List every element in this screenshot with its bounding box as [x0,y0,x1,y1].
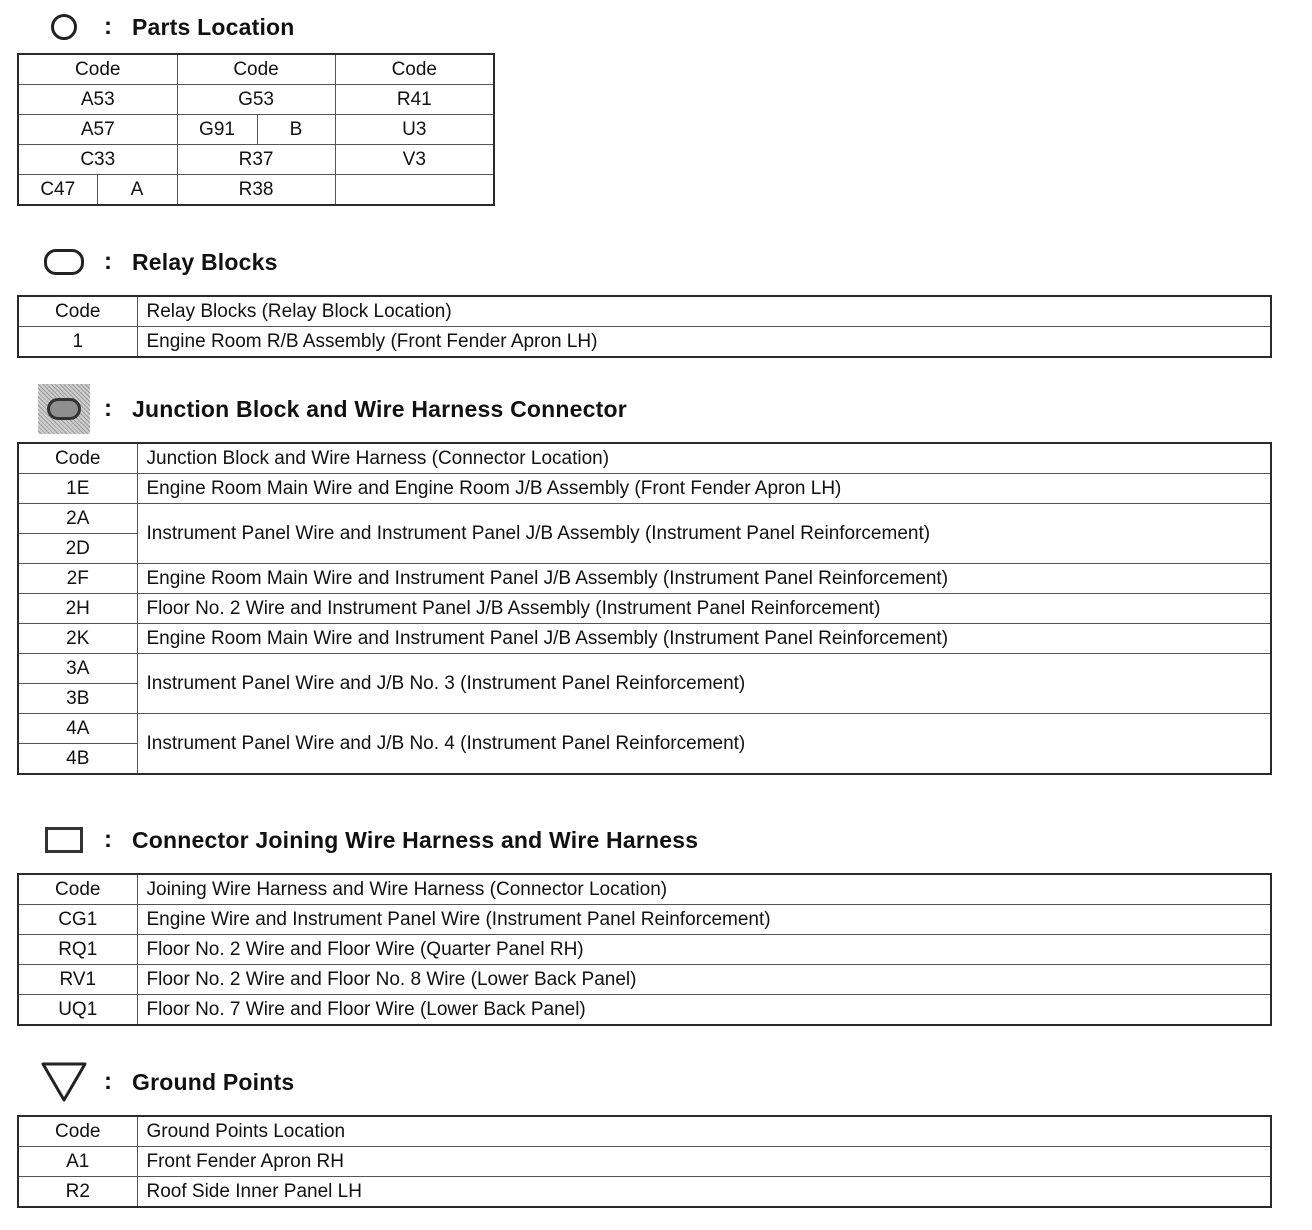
header-cell: Code [18,443,137,474]
code-cell: 1 [18,327,137,358]
description-cell: Instrument Panel Wire and J/B No. 3 (Instrument Panel Reinforcement) [137,654,1271,714]
description-cell: Instrument Panel Wire and J/B No. 4 (Instrument Panel Reinforcement) [137,714,1271,775]
description-cell: Floor No. 7 Wire and Floor Wire (Lower Back Panel) [137,995,1271,1026]
code-suffix-cell: A [97,175,177,206]
header-cell: Joining Wire Harness and Wire Harness (Connector Location) [137,874,1271,905]
section-title: Junction Block and Wire Harness Connector [132,395,627,422]
header-cell: Code [177,54,335,85]
parts-location-table [17,53,495,206]
description-cell: Floor No. 2 Wire and Instrument Panel J/B Assembly (Instrument Panel Reinforcement) [137,594,1271,624]
code-cell: C33 [18,145,177,175]
table-row [18,714,1271,744]
code-cell: G91 [177,115,257,145]
code-cell: C47 [18,175,97,206]
code-cell: 3A [18,654,137,684]
code-cell: 4A [18,714,137,744]
table-row [18,965,1271,995]
table-row [18,905,1271,935]
description-cell: Roof Side Inner Panel LH [137,1177,1271,1208]
ground-points-table [17,1115,1272,1208]
code-cell: 2H [18,594,137,624]
connector-joining-table [17,873,1272,1026]
table-row [18,175,494,206]
header-cell: Ground Points Location [137,1116,1271,1147]
code-cell: UQ1 [18,995,137,1026]
code-cell: A1 [18,1147,137,1177]
relay-blocks-heading [38,242,278,282]
header-cell: Code [18,1116,137,1147]
header-cell: Code [18,874,137,905]
description-cell: Front Fender Apron RH [137,1147,1271,1177]
code-cell: R2 [18,1177,137,1208]
section-title: Parts Location [132,13,295,40]
ground-points-heading [38,1062,294,1102]
header-cell: Junction Block and Wire Harness (Connector Location) [137,443,1271,474]
colon: : [104,1068,112,1095]
colon: : [104,248,112,275]
table-header-row [18,296,1271,327]
table-row [18,654,1271,684]
table-row [18,327,1271,358]
colon: : [104,13,112,40]
table-row [18,935,1271,965]
code-cell: 2F [18,564,137,594]
table-header-row [18,54,494,85]
code-cell: A53 [18,85,177,115]
code-cell: 2K [18,624,137,654]
parts-location-heading [38,7,295,47]
code-cell: G53 [177,85,335,115]
header-cell: Code [18,296,137,327]
description-cell: Engine Room Main Wire and Engine Room J/B Assembly (Front Fender Apron LH) [137,474,1271,504]
table-row [18,145,494,175]
table-row [18,564,1271,594]
table-row [18,594,1271,624]
table-header-row [18,874,1271,905]
triangle-down-icon [38,1062,90,1102]
description-cell: Floor No. 2 Wire and Floor No. 8 Wire (Lower Back Panel) [137,965,1271,995]
code-cell: CG1 [18,905,137,935]
table-header-row [18,443,1271,474]
table-header-row [18,1116,1271,1147]
code-suffix-cell: B [257,115,335,145]
code-cell: R38 [177,175,335,206]
code-cell [335,175,494,206]
colon: : [104,826,112,853]
section-title: Ground Points [132,1068,295,1095]
code-cell: U3 [335,115,494,145]
hatched-rounded-rect-icon [38,389,90,429]
relay-blocks-table [17,295,1272,358]
table-row [18,995,1271,1026]
code-cell: 4B [18,744,137,775]
description-cell: Engine Room Main Wire and Instrument Panel J/B Assembly (Instrument Panel Reinforcement) [137,624,1271,654]
code-cell: R41 [335,85,494,115]
description-cell: Floor No. 2 Wire and Floor Wire (Quarter Panel RH) [137,935,1271,965]
code-cell: 1E [18,474,137,504]
junction-block-heading [38,389,627,429]
section-title: Relay Blocks [132,248,278,275]
circle-icon [38,7,90,47]
description-cell: Engine Room Main Wire and Instrument Panel J/B Assembly (Instrument Panel Reinforcement) [137,564,1271,594]
code-cell: 2D [18,534,137,564]
table-row [18,624,1271,654]
code-cell: 3B [18,684,137,714]
section-title: Connector Joining Wire Harness and Wire Harness [132,826,699,853]
junction-block-table [17,442,1272,775]
code-cell: A57 [18,115,177,145]
table-row [18,85,494,115]
code-cell: 2A [18,504,137,534]
colon: : [104,395,112,422]
description-cell: Instrument Panel Wire and Instrument Panel J/B Assembly (Instrument Panel Reinforcement) [137,504,1271,564]
code-cell: V3 [335,145,494,175]
table-row [18,1147,1271,1177]
table-row [18,1177,1271,1208]
header-cell: Code [18,54,177,85]
header-cell: Relay Blocks (Relay Block Location) [137,296,1271,327]
table-row [18,474,1271,504]
description-cell: Engine Wire and Instrument Panel Wire (Instrument Panel Reinforcement) [137,905,1271,935]
rounded-rect-icon [38,242,90,282]
code-cell: RQ1 [18,935,137,965]
code-cell: RV1 [18,965,137,995]
code-cell: R37 [177,145,335,175]
rectangle-icon [38,820,90,860]
header-cell: Code [335,54,494,85]
connector-joining-heading [38,820,698,860]
description-cell: Engine Room R/B Assembly (Front Fender Apron LH) [137,327,1271,358]
table-row [18,115,494,145]
table-row [18,504,1271,534]
